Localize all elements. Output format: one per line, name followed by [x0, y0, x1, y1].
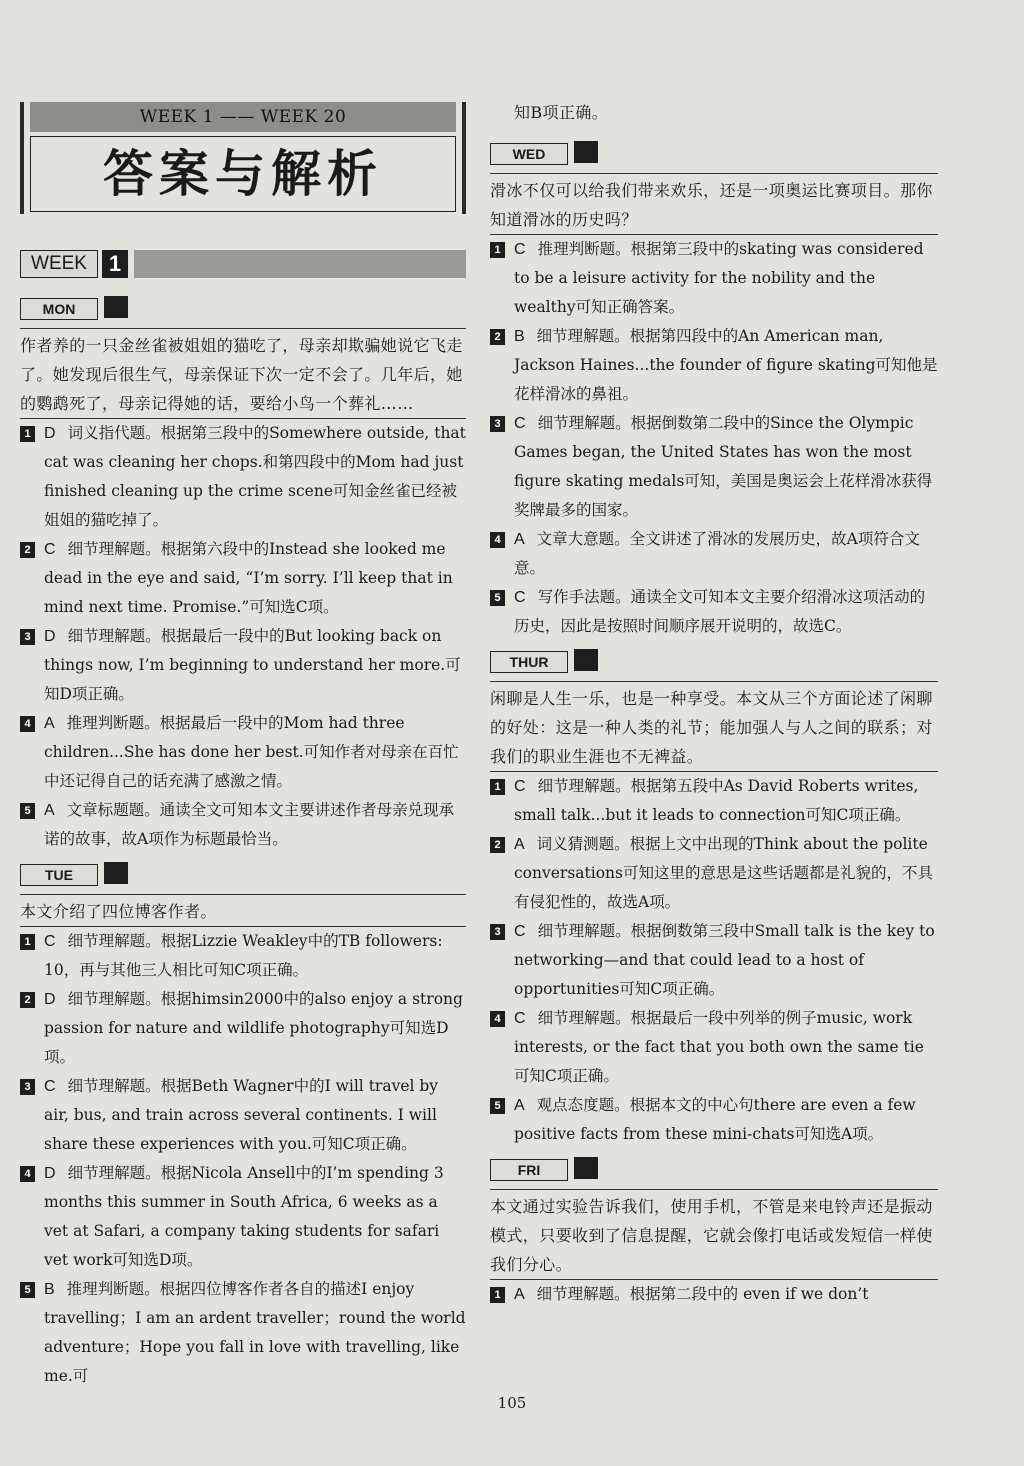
day-section-fri: [490, 1157, 938, 1309]
answer-key: A: [514, 1286, 525, 1303]
passage-summary: 本文介绍了四位博客作者。: [20, 902, 217, 921]
explanation-text: 文章标题题。通读全文可知本文主要讲述作者母亲兑现承诺的故事，故A项作为标题最恰当。: [44, 801, 455, 848]
answer-header: [20, 100, 466, 216]
answer-item: [20, 419, 466, 535]
answer-key: A: [44, 802, 55, 819]
question-number-badge: 1: [20, 934, 35, 950]
answer-key: C: [44, 1078, 56, 1095]
answer-item: [490, 1280, 938, 1309]
answer-key: A: [514, 531, 525, 548]
week-range-label: WEEK 1 —— WEEK 20: [30, 102, 456, 132]
answer-key: C: [514, 415, 526, 432]
answer-key: D: [44, 628, 56, 645]
answer-item: [20, 1275, 466, 1391]
question-number-badge: 4: [20, 1166, 35, 1182]
week-bar-fill: [134, 250, 466, 278]
explanation-text: 词义指代题。根据第三段中的Somewhere outside, that cat was cleaning her chops.和第四段中的Mom had just finished cleaning up the crime scene可知金丝雀已经被姐姐的猫吃掉了。: [44, 424, 466, 529]
week-number: 1: [102, 250, 128, 278]
answer-item: [20, 622, 466, 709]
day-tag-row: [20, 296, 466, 322]
day-tag-row: [490, 1157, 938, 1183]
explanation-text: 推理判断题。根据最后一段中的Mom had three children...She has done her best.可知作者对母亲在百忙中还记得自己的话充满了感激之情。: [44, 714, 459, 790]
answer-item: [490, 1004, 938, 1091]
answer-key: D: [44, 991, 56, 1008]
explanation-text: 细节理解题。根据倒数第三段中Small talk is the key to networking—and that could lead to a host of opportunities可知C项正确。: [514, 922, 935, 998]
week-bar: [20, 250, 466, 278]
day-section-thur: [490, 649, 938, 1149]
answer-item: [20, 709, 466, 796]
question-number-badge: 4: [20, 716, 35, 732]
question-number-badge: 1: [490, 1287, 505, 1303]
answer-key: C: [44, 541, 56, 558]
question-number-badge: 3: [20, 629, 35, 645]
question-number-badge: 1: [490, 779, 505, 795]
passage-summary: 滑冰不仅可以给我们带来欢乐，还是一项奥运比赛项目。那你知道滑冰的历史吗？: [490, 181, 933, 229]
day-tag-block: [574, 141, 598, 163]
day-tag: MON: [20, 298, 98, 320]
day-section-mon: [20, 296, 466, 854]
answer-key: C: [514, 923, 526, 940]
question-number-badge: 4: [490, 532, 505, 548]
question-number-badge: 5: [490, 1098, 505, 1114]
explanation-text: 细节理解题。根据第四段中的An American man, Jackson Haines...the founder of figure skating可知他是花样滑冰的鼻祖。: [514, 327, 938, 403]
question-number-badge: 3: [20, 1079, 35, 1095]
answer-item: [490, 235, 938, 322]
explanation-text: 写作手法题。通读全文可知本文主要介绍滑冰这项活动的历史，因此是按照时间顺序展开说明的，故选C。: [514, 588, 926, 635]
answer-item: [490, 409, 938, 525]
answer-key: A: [514, 1097, 525, 1114]
question-number-badge: 5: [20, 1282, 35, 1298]
day-tag: WED: [490, 143, 568, 165]
answer-key: B: [514, 328, 525, 345]
day-tag-row: [490, 649, 938, 675]
passage-summary: 本文通过实验告诉我们，使用手机，不管是来电铃声还是振动模式，只要收到了信息提醒，它就会像打电话或发短信一样使我们分心。: [490, 1197, 933, 1274]
day-tag-block: [574, 649, 598, 671]
question-number-badge: 2: [20, 992, 35, 1008]
answer-key: D: [44, 1165, 56, 1182]
answer-item: [490, 525, 938, 583]
day-tag: TUE: [20, 864, 98, 886]
answer-key: C: [44, 933, 56, 950]
explanation-text: 细节理解题。根据第二段中的 even if we don’t: [536, 1285, 869, 1303]
header-edge-right: [462, 102, 466, 214]
day-section-tue: [20, 862, 466, 1391]
day-tag-block: [574, 1157, 598, 1179]
question-number-badge: 3: [490, 924, 505, 940]
week-label: WEEK: [20, 250, 98, 278]
explanation-text: 推理判断题。根据第三段中的skating was considered to be a leisure activity for the nobility and the wealthy可知正确答案。: [514, 240, 924, 316]
answer-item: [490, 583, 938, 641]
answer-item: [20, 796, 466, 854]
explanation-text: 细节理解题。根据倒数第二段中的Since the Olympic Games began, the United States has won the most figure skating medals可知，美国是奥运会上花样滑冰获得奖牌最多的国家。: [514, 414, 933, 519]
answer-item: [20, 985, 466, 1072]
explanation-text: 词义猜测题。根据上文中出现的Think about the polite conversations可知这里的意思是这些话题都是礼貌的，不具有侵犯性的，故选A项。: [514, 835, 933, 911]
answer-item: [20, 1072, 466, 1159]
question-number-badge: 2: [490, 329, 505, 345]
header-edge-left: [20, 102, 24, 214]
answer-item: [20, 535, 466, 622]
passage-summary: 闲聊是人生一乐，也是一种享受。本文从三个方面论述了闲聊的好处：这是一种人类的礼节；能加强人与人之间的联系；对我们的职业生涯也不无裨益。: [490, 689, 933, 766]
question-number-badge: 5: [490, 590, 505, 606]
explanation-text: 细节理解题。根据最后一段中列举的例子music, work interests, or the fact that you both own the same tie可知C项正确。: [514, 1009, 924, 1085]
day-tag: THUR: [490, 651, 568, 673]
answer-item: [490, 1091, 938, 1149]
question-number-badge: 3: [490, 416, 505, 432]
answer-key: B: [44, 1281, 55, 1298]
question-number-badge: 1: [490, 242, 505, 258]
continuation-text: 知B项正确。: [514, 103, 609, 122]
explanation-text: 细节理解题。根据Lizzie Weakley中的TB followers: 10，再与其他三人相比可知C项正确。: [44, 932, 443, 979]
explanation-text: 观点态度题。根据本文的中心句there are even a few positive facts from these mini-chats可知选A项。: [514, 1096, 916, 1143]
explanation-text: 细节理解题。根据himsin2000中的also enjoy a strong passion for nature and wildlife photography可知选D项。: [44, 990, 463, 1066]
page-title: 答案与解析: [30, 136, 456, 212]
right-column: [490, 96, 938, 1317]
explanation-text: 细节理解题。根据Nicola Ansell中的I’m spending 3 months this summer in South Africa, 6 weeks as a vet at Safari, a company taking students for safari vet work可知选D项。: [44, 1164, 444, 1269]
explanation-text: 推理判断题。根据四位博客作者各自的描述I enjoy travelling；I am an ardent traveller；round the world adventure；Hope you fall in love with travelling, like me.可: [44, 1280, 466, 1385]
day-tag-block: [104, 296, 128, 318]
question-number-badge: 1: [20, 426, 35, 442]
question-number-badge: 2: [490, 837, 505, 853]
answer-item: [20, 1159, 466, 1275]
day-tag-row: [490, 141, 938, 167]
question-number-badge: 4: [490, 1011, 505, 1027]
answer-key: A: [44, 715, 55, 732]
answer-item: [490, 917, 938, 1004]
explanation-text: 细节理解题。根据Beth Wagner中的I will travel by air, bus, and train across several continents. I will share these experiences with you.可知C项正确。: [44, 1077, 439, 1153]
answer-item: [490, 322, 938, 409]
explanation-text: 细节理解题。根据第六段中的Instead she looked me dead in the eye and said, “I’m sorry. I’ll keep that in mind next time. Promise.”可知选C项。: [44, 540, 453, 616]
page-number: 105: [497, 1394, 527, 1412]
day-tag: FRI: [490, 1159, 568, 1181]
answer-key: D: [44, 425, 56, 442]
answer-key: A: [514, 836, 525, 853]
answer-key: C: [514, 1010, 526, 1027]
day-tag-row: [20, 862, 466, 888]
left-column: [20, 296, 466, 1399]
question-number-badge: 2: [20, 542, 35, 558]
answer-key: C: [514, 241, 526, 258]
answer-item: [490, 772, 938, 830]
explanation-text: 细节理解题。根据最后一段中的But looking back on things now, I’m beginning to understand her more.可知D项正确。: [44, 627, 461, 703]
explanation-text: 文章大意题。全文讲述了滑冰的发展历史，故A项符合文意。: [514, 530, 920, 577]
question-number-badge: 5: [20, 803, 35, 819]
passage-summary: 作者养的一只金丝雀被姐姐的猫吃了，母亲却欺骗她说它飞走了。她发现后很生气，母亲保证下次一定不会了。几年后，她的鹦鹉死了，母亲记得她的话，要给小鸟一个葬礼……: [20, 336, 463, 413]
answer-key: C: [514, 589, 526, 606]
explanation-text: 细节理解题。根据第五段中As David Roberts writes, small talk...but it leads to connection可知C项正确。: [514, 777, 919, 824]
answer-key: C: [514, 778, 526, 795]
day-section-wed: [490, 141, 938, 641]
answer-item: [20, 927, 466, 985]
day-tag-block: [104, 862, 128, 884]
answer-item: [490, 830, 938, 917]
